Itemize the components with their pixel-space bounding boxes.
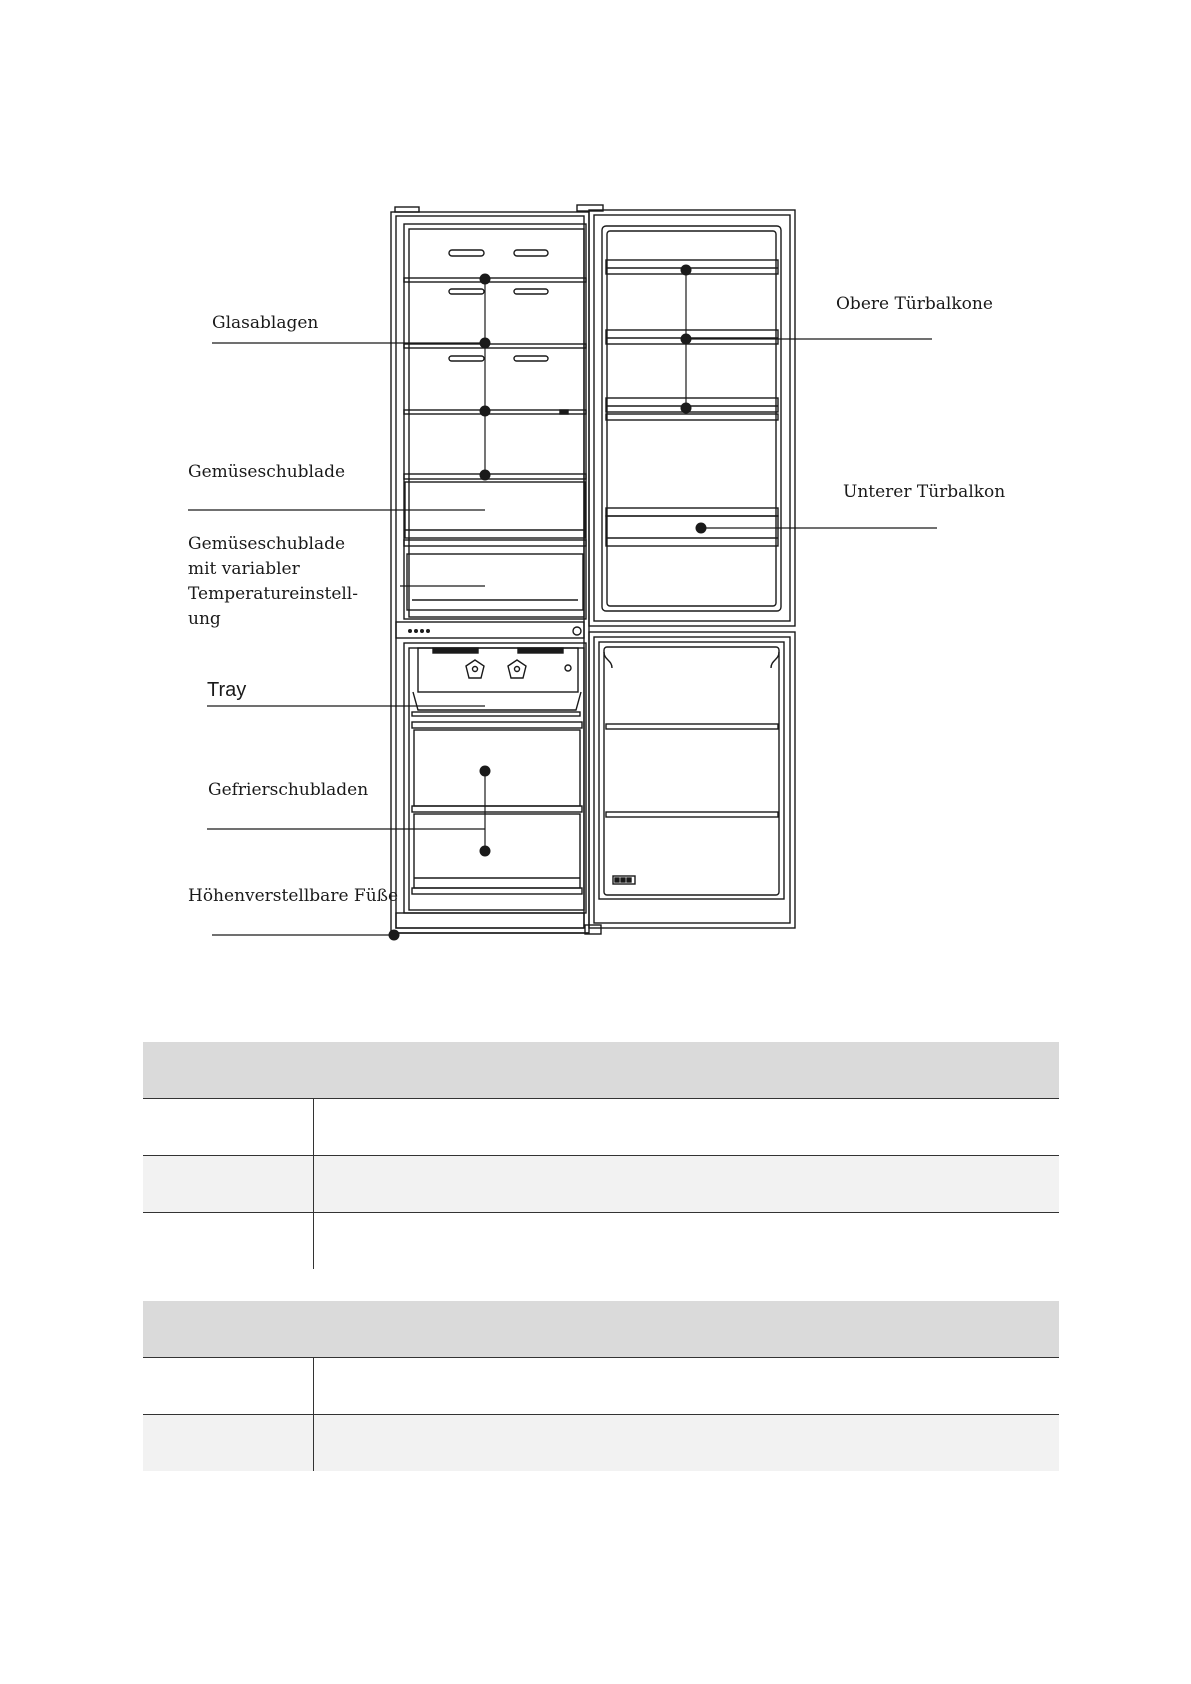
table-cell [143, 1213, 314, 1269]
dot-shelf-3 [480, 406, 491, 417]
label-variabel-line2: mit variabler [188, 559, 300, 579]
dot-freezer-2 [480, 846, 491, 857]
label-variabel-line1: Gemüseschublade [188, 534, 346, 554]
table-cell [143, 1358, 314, 1414]
table-cell [314, 1358, 1059, 1414]
table-row [143, 1415, 1059, 1471]
table-cell [314, 1156, 1059, 1212]
label-unterer-tuerbalkon: Unterer Türbalkon [843, 482, 1006, 502]
table-1 [143, 1042, 1059, 1269]
label-variabel-line3: Temperatureinstell- [188, 584, 358, 604]
fridge-door [589, 210, 795, 626]
dot-balcony-1 [681, 265, 692, 276]
table-cell [314, 1415, 1059, 1471]
table-1-header [143, 1042, 1059, 1099]
table-cell [314, 1213, 1059, 1269]
table-cell [314, 1099, 1059, 1155]
table-row [143, 1099, 1059, 1156]
table-cell [143, 1099, 314, 1155]
label-gefrierschubladen: Gefrierschubladen [208, 780, 369, 800]
label-gemueseschublade: Gemüseschublade [188, 462, 346, 482]
dot-shelf-1 [480, 274, 491, 285]
label-obere-tuerbalkone: Obere Türbalkone [836, 294, 993, 314]
dot-freezer-1 [480, 766, 491, 777]
freezer-door [589, 632, 795, 928]
table-row [143, 1358, 1059, 1415]
table-cell [143, 1156, 314, 1212]
label-fuesse: Höhenverstellbare Füße [188, 886, 399, 906]
label-tray: Tray [207, 679, 247, 701]
dot-shelf-4 [480, 470, 491, 481]
table-row [143, 1213, 1059, 1269]
label-variabel-line4: ung [188, 609, 221, 629]
table-2-header [143, 1301, 1059, 1358]
table-2 [143, 1301, 1059, 1471]
table-cell [143, 1415, 314, 1471]
label-glasablagen: Glasablagen [212, 313, 319, 333]
dot-balcony-3 [681, 403, 692, 414]
table-row [143, 1156, 1059, 1213]
fridge-cabinet [391, 205, 603, 934]
